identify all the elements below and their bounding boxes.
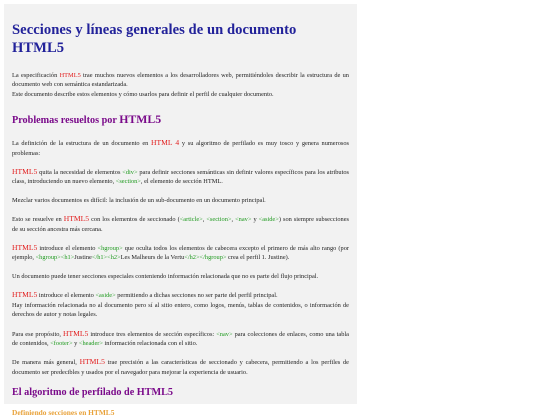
section-heading-text: Problemas resueltos por bbox=[12, 115, 120, 127]
code-tag: <aside> bbox=[258, 216, 279, 224]
code-tag: <header> bbox=[78, 339, 103, 347]
code-tag: <nav> bbox=[216, 330, 233, 338]
text: Para ese propósito, bbox=[12, 330, 63, 338]
code-tag: </h1><h2> bbox=[91, 254, 121, 262]
paragraph bbox=[12, 290, 349, 319]
text: introduce el elemento bbox=[37, 292, 96, 300]
code-tag: <aside> bbox=[95, 292, 116, 300]
paragraph bbox=[12, 329, 349, 349]
paragraph bbox=[12, 138, 349, 158]
page-title: Secciones y líneas generales de un documento HTML5 bbox=[12, 22, 297, 56]
text: y bbox=[72, 339, 79, 347]
text: información relacionada con el sitio. bbox=[102, 339, 198, 347]
section-heading bbox=[12, 112, 349, 128]
intro-paragraph bbox=[12, 71, 349, 99]
section-heading-html5: HTML5 bbox=[119, 112, 162, 127]
paragraph bbox=[12, 214, 349, 234]
text: , bbox=[231, 216, 236, 224]
code-tag: <footer> bbox=[50, 339, 73, 347]
text: que oculta todos los elementos de cabecera excepto el primero de más alto rango (por ejemplo, bbox=[12, 245, 349, 262]
paragraph bbox=[12, 167, 349, 187]
code-tag: <hgroup><h1> bbox=[35, 254, 75, 262]
code-tag: <section> bbox=[206, 216, 232, 224]
text: De manera más general, bbox=[12, 359, 80, 367]
text: permitiendo a dichas secciones no ser parte del perfil principal. bbox=[115, 292, 278, 300]
html5-keyword: HTML5 bbox=[59, 72, 81, 79]
html5-keyword: HTML5 bbox=[12, 290, 38, 300]
paragraph bbox=[12, 243, 349, 263]
document-page bbox=[4, 4, 357, 418]
text: , el elemento de sección HTML. bbox=[140, 178, 223, 186]
paragraph: Un documento puede tener secciones especiales conteniendo información relacionada que no es parte del flujo principal. bbox=[12, 272, 319, 280]
html5-keyword: HTML5 bbox=[62, 328, 89, 338]
html5-keyword: HTML5 bbox=[79, 357, 105, 367]
code-tag: <nav> bbox=[235, 216, 252, 224]
text: trae precisión a las características de seccionado y cabecera, permitiendo a los perfiles de documento ser predecibles y usados por el navegador para mejorar la experiencia de usuario. bbox=[12, 359, 349, 376]
code-tag: <hgroup> bbox=[97, 245, 123, 253]
paragraph: Mezclar varios documentos es difícil: la inclusión de un sub-documento en un documento principal. bbox=[12, 196, 266, 204]
intro-line: Este documento describe estos elementos y cómo usarlos para definir el perfil de cualquier documento. bbox=[12, 90, 274, 98]
paragraph-line: Hay información relacionada no al documento pero sí al sitio entero, como logos, menús, tablas de contenidos, o información de derechos de autor y notas legales. bbox=[12, 301, 349, 319]
text: Justine bbox=[74, 254, 92, 262]
code-tag: <div> bbox=[122, 169, 138, 177]
intro-text: La especificación bbox=[12, 72, 60, 79]
section-heading: El algoritmo de perfilado de HTML5 bbox=[12, 387, 174, 399]
text: introduce tres elementos de sección específicos: bbox=[88, 330, 217, 338]
text: y bbox=[251, 216, 259, 224]
text: con los elementos de seccionado ( bbox=[89, 216, 180, 224]
text: Les Malheurs de la Vertu bbox=[120, 254, 185, 262]
text: Esto se resuelve en bbox=[12, 216, 64, 224]
text: para colecciones de enlaces, como una tabla de contenidos, bbox=[12, 330, 349, 347]
code-tag: <article> bbox=[179, 216, 203, 224]
html5-keyword: HTML5 bbox=[63, 214, 90, 224]
subsection-heading: Definiendo secciones en HTML5 bbox=[12, 408, 115, 418]
code-tag: </h2></hgroup> bbox=[184, 254, 227, 262]
text: y su algoritmo de perfilado es muy tosco y genera numerosos problemas: bbox=[12, 140, 350, 157]
html5-keyword: HTML5 bbox=[12, 243, 38, 253]
text: introduce el elemento bbox=[37, 245, 98, 253]
intro-text: trae muchos nuevos elementos a los desarrolladores web, permitiéndoles describir la estructura de un documento web con semántica estandarizada. bbox=[12, 72, 349, 89]
text: La definición de la estructura de un documento en bbox=[12, 140, 152, 148]
html5-keyword: HTML5 bbox=[12, 167, 38, 177]
paragraph bbox=[12, 357, 349, 377]
text: ) son siempre subsecciones de su sección ancestra más cercana. bbox=[12, 216, 350, 233]
text: para definir secciones semánticas sin definir valores específicos para los atributos class, introduciendo un nuevo elemento, bbox=[12, 169, 349, 186]
text: quita la necesidad de elementos bbox=[37, 169, 123, 177]
code-tag: <section> bbox=[115, 178, 141, 186]
html4-keyword: HTML 4 bbox=[151, 138, 180, 148]
text: crea el perfil 1. Justine). bbox=[226, 254, 290, 262]
text: , bbox=[202, 216, 207, 224]
